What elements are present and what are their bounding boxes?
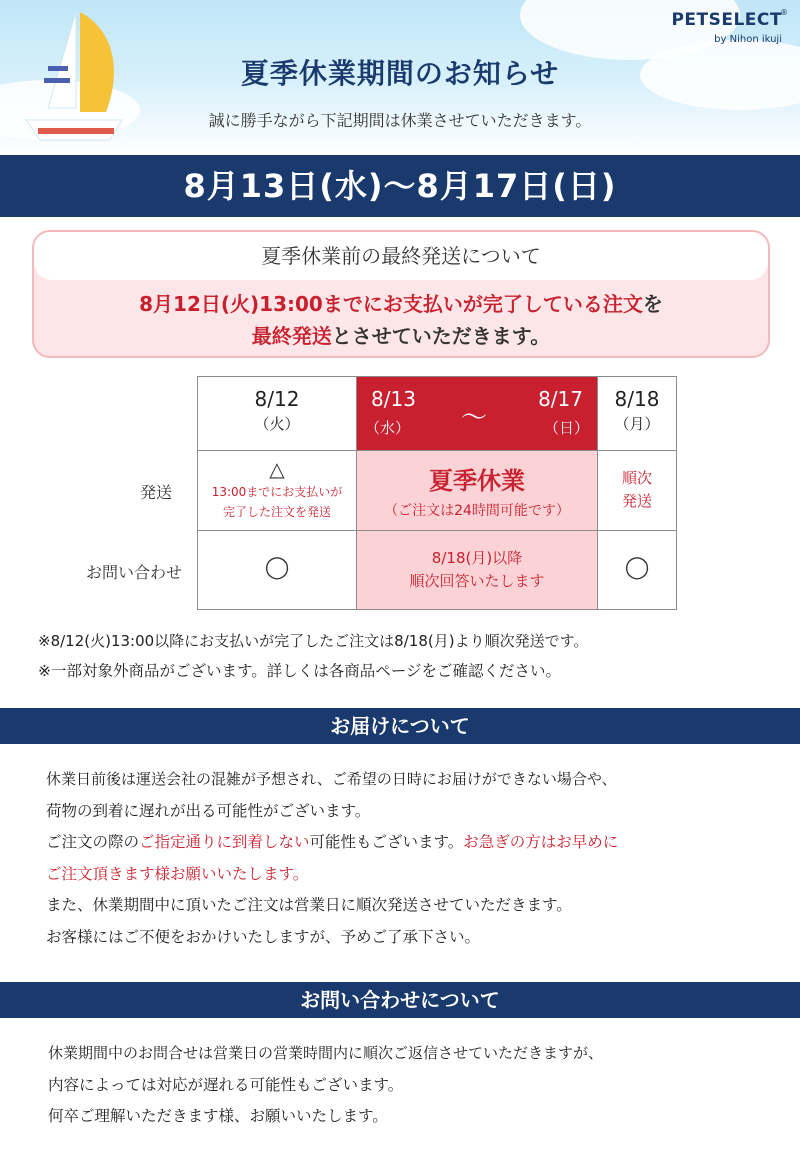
inquiry-heading: お問い合わせについて <box>0 982 800 1018</box>
registered-mark: ® <box>780 8 788 17</box>
delivery-warning: ご注文頂きます様お願いいたします。 <box>46 864 309 883</box>
inquiry-text <box>48 1038 778 1133</box>
delivery-warning: ご指定通りに到着しない <box>139 833 310 851</box>
weekday-label: （火） <box>254 415 300 433</box>
inquiry-note: 8/18(月)以降 <box>431 549 523 567</box>
header-banner <box>0 0 800 155</box>
holiday-sub: （ご注文は24時間可能です） <box>384 503 570 519</box>
weekday-label: （月） <box>614 415 660 433</box>
delivery-line: また、休業期間中に頂いたご注文は営業日に順次発送させていただきます。 <box>46 896 572 914</box>
inquiry-holiday <box>356 530 598 610</box>
inquiry-line: 内容によっては対応が遅れる可能性もございます。 <box>48 1075 404 1094</box>
delivery-line: 休業日前後は運送会社の混雑が予想され、ご希望の日時にお届けができない場合や、 <box>46 770 617 788</box>
logo-wordmark: PETSELECT <box>671 10 782 30</box>
delivery-line: 荷物の到着に遅れが出る可能性がございます。 <box>46 801 371 820</box>
holiday-period-band: 8月13日(水)〜8月17日(日) <box>0 155 800 217</box>
inquiry-8-18 <box>597 530 677 610</box>
notice-heading: 夏季休業前の最終発送について <box>34 232 768 280</box>
notice-text: を <box>642 292 663 316</box>
delivery-line <box>46 859 776 891</box>
delivery-text-span: ご注文の際の <box>46 833 140 851</box>
ship-8-18 <box>597 450 677 531</box>
notice-emphasis: 最終発送 <box>251 324 332 348</box>
inquiry-line: 何卒ご理解いただきます様、お願いいたします。 <box>48 1107 388 1125</box>
holiday-title: 夏季休業 <box>429 467 525 495</box>
delivery-line: お客様にはご不便をおかけいたしますが、予めご了承下さい。 <box>46 927 481 946</box>
delivery-warning: お急ぎの方はお早めに <box>463 833 619 851</box>
notice-body <box>34 280 768 352</box>
ship-8-12 <box>197 450 357 531</box>
circle-mark: ◯ <box>624 555 650 580</box>
notes <box>38 626 798 686</box>
note-item: ※8/12(火)13:00以降にお支払いが完了したご注文は8/18(月)より順次発送です。 <box>38 632 589 650</box>
date-label: 8/18 <box>614 387 660 411</box>
delivery-heading: お届けについて <box>0 708 800 744</box>
header-8-12 <box>197 376 357 451</box>
ship-holiday <box>356 450 598 531</box>
inquiry-line: 休業期間中のお問合せは営業日の営業時間内に順次ご返信させていただきますが、 <box>48 1044 604 1062</box>
delivery-line <box>46 827 776 859</box>
intro-text: 誠に勝手ながら下記期間は休業させていただきます。 <box>208 111 592 130</box>
delivery-text-span: 可能性もございます。 <box>309 833 464 851</box>
ship-note: 13:00までにお支払いが <box>211 485 343 499</box>
inquiry-8-12 <box>197 530 357 610</box>
row-label-shipping: 発送 <box>139 483 172 502</box>
header-8-18 <box>597 376 677 451</box>
date-label: 8/17 <box>538 387 583 411</box>
delivery-text <box>46 764 776 953</box>
inquiry-note: 順次回答いたします <box>409 572 545 590</box>
schedule-table <box>0 376 800 612</box>
header-holiday-range <box>356 376 598 451</box>
notice-deadline: 8月12日(火)13:00までにお支払いが完了している注文 <box>139 292 643 316</box>
ship-note: 完了した注文を発送 <box>222 505 331 519</box>
date-label: 8/13 <box>371 387 416 411</box>
range-tilde: 〜 <box>461 403 488 433</box>
circle-mark: ◯ <box>264 555 290 580</box>
logo-tagline: by Nihon ikuji <box>714 34 782 45</box>
note-item: ※一部対象外商品がございます。詳しくは各商品ページをご確認ください。 <box>38 662 561 680</box>
row-label-inquiry: お問い合わせ <box>85 563 182 582</box>
page-title: 夏季休業期間のお知らせ <box>240 57 560 90</box>
weekday-label: （水） <box>365 419 411 437</box>
notice-text: とさせていただきます。 <box>331 324 551 348</box>
weekday-label: （日） <box>543 419 589 437</box>
triangle-mark: △ <box>269 457 285 481</box>
ship-text: 発送 <box>621 492 652 510</box>
brand-logo <box>638 6 788 54</box>
date-label: 8/12 <box>254 387 300 411</box>
ship-text: 順次 <box>621 469 652 487</box>
last-shipment-notice <box>32 230 770 358</box>
